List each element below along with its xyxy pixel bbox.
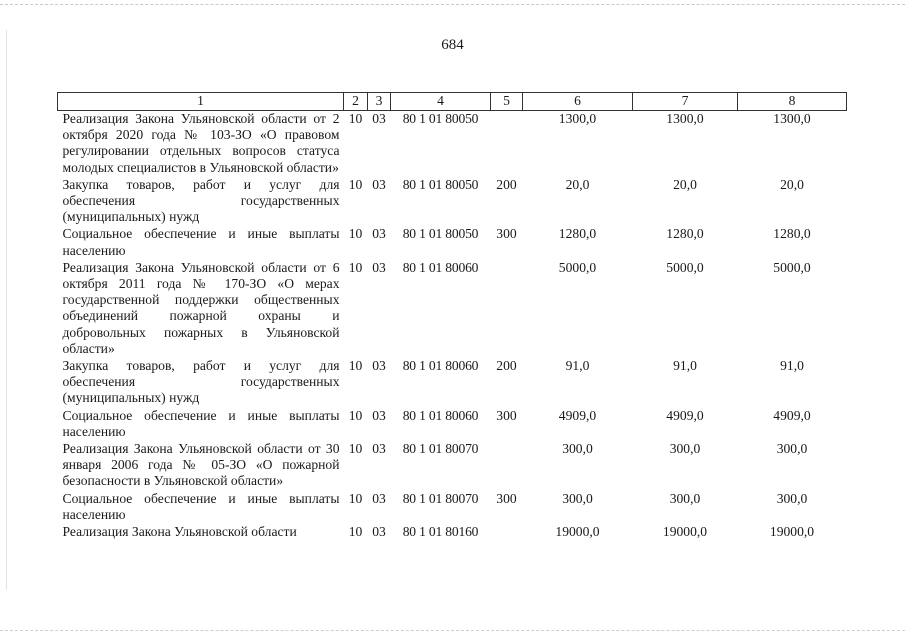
subsection-cell: 03	[372, 358, 386, 374]
section-cell: 10	[348, 490, 363, 506]
amount-col6-cell: 20,0	[565, 176, 590, 192]
table-row	[58, 441, 847, 491]
table-row	[58, 260, 847, 358]
row-name-cell: Закупка товаров, работ и услуг для обеспечения государственных (муниципальных) нужд	[62, 358, 340, 406]
amount-col8-cell: 1300,0	[773, 111, 811, 126]
amount-col7-cell: 1300,0	[666, 111, 704, 126]
header-cell-5: 5	[491, 93, 523, 111]
table-header	[58, 93, 847, 111]
table-row	[58, 491, 847, 524]
section-cell: 10	[348, 259, 363, 275]
amount-col7-cell: 300,0	[669, 441, 701, 457]
row-name-cell: Социальное обеспечение и иные выплаты населению	[62, 226, 340, 258]
table-row	[58, 177, 847, 227]
amount-col6-cell: 19000,0	[555, 524, 600, 540]
target-article-cell: 80 1 01 80070	[402, 490, 479, 506]
table-row	[58, 408, 847, 441]
amount-col7-cell: 91,0	[673, 358, 697, 374]
expense-type-cell	[491, 260, 523, 358]
amount-col6-cell: 1300,0	[558, 111, 597, 126]
amount-col6-cell: 5000,0	[558, 259, 597, 275]
header-cell-2: 2	[344, 93, 368, 111]
header-cell-4: 4	[391, 93, 491, 111]
amount-col8-cell: 1280,0	[773, 226, 811, 242]
table-row	[58, 524, 847, 541]
subsection-cell: 03	[372, 226, 386, 242]
subsection-cell: 03	[372, 111, 386, 126]
expense-type-cell	[491, 111, 523, 177]
amount-col8-cell: 300,0	[776, 441, 808, 457]
amount-col8-cell: 5000,0	[773, 259, 811, 275]
target-article-cell: 80 1 01 80050	[402, 176, 479, 192]
target-article-cell: 80 1 01 80050	[402, 111, 479, 126]
subsection-cell: 03	[372, 524, 386, 540]
section-cell: 10	[348, 524, 363, 540]
expense-type-cell: 300	[496, 490, 517, 506]
section-cell: 10	[348, 176, 363, 192]
table-body	[58, 111, 847, 542]
expense-type-cell: 300	[496, 407, 517, 423]
target-article-cell: 80 1 01 80060	[402, 259, 479, 275]
section-cell: 10	[348, 226, 363, 242]
header-cell-3: 3	[368, 93, 391, 111]
table-row	[58, 111, 847, 177]
page-number: 684	[441, 37, 464, 53]
row-name-cell: Реализация Закона Ульяновской области от 30 января 2006 года № 05-ЗО «О пожарной безопасности в Ульяновской области»	[62, 441, 340, 489]
amount-col7-cell: 5000,0	[666, 259, 704, 275]
subsection-cell: 03	[372, 407, 386, 423]
header-row	[58, 93, 847, 111]
amount-col7-cell: 4909,0	[666, 407, 704, 423]
amount-col8-cell: 4909,0	[773, 407, 811, 423]
expense-type-cell: 200	[496, 358, 517, 374]
scan-edge-bottom	[0, 630, 905, 631]
table-row	[58, 226, 847, 259]
header-cell-6: 6	[523, 93, 633, 111]
row-name-cell: Социальное обеспечение и иные выплаты населению	[62, 490, 340, 522]
header-cell-1: 1	[58, 93, 344, 111]
row-name-cell: Социальное обеспечение и иные выплаты населению	[62, 407, 340, 439]
budget-table	[57, 92, 847, 541]
row-name-cell: Реализация Закона Ульяновской области	[62, 524, 297, 540]
amount-col6-cell: 300,0	[562, 490, 593, 506]
scan-edge-left	[6, 30, 7, 590]
section-cell: 10	[348, 441, 363, 457]
amount-col7-cell: 300,0	[669, 490, 701, 506]
target-article-cell: 80 1 01 80070	[402, 441, 479, 457]
amount-col7-cell: 19000,0	[662, 524, 708, 540]
amount-col8-cell: 20,0	[780, 176, 804, 192]
amount-col8-cell: 91,0	[780, 358, 804, 374]
amount-col7-cell: 20,0	[673, 176, 697, 192]
section-cell: 10	[348, 111, 363, 126]
expense-type-cell	[491, 441, 523, 491]
row-name-cell: Реализация Закона Ульяновской области от 2 октября 2020 года № 103-ЗО «О правовом регулировании отдельных вопросов статуса молодых специалистов в Ульяновской области»	[62, 111, 340, 175]
amount-col6-cell: 91,0	[565, 358, 590, 374]
header-cell-7: 7	[633, 93, 738, 111]
target-article-cell: 80 1 01 80050	[402, 226, 479, 242]
subsection-cell: 03	[372, 490, 386, 506]
table-row	[58, 358, 847, 408]
row-name-cell: Закупка товаров, работ и услуг для обеспечения государственных (муниципальных) нужд	[62, 176, 340, 225]
expense-type-cell	[491, 524, 523, 541]
amount-col6-cell: 1280,0	[558, 226, 597, 242]
target-article-cell: 80 1 01 80060	[402, 358, 479, 374]
section-cell: 10	[348, 407, 363, 423]
amount-col8-cell: 19000,0	[769, 524, 815, 540]
expense-type-cell: 300	[496, 226, 517, 242]
target-article-cell: 80 1 01 80160	[402, 524, 479, 540]
subsection-cell: 03	[372, 259, 386, 275]
amount-col7-cell: 1280,0	[666, 226, 704, 242]
header-cell-8: 8	[738, 93, 847, 111]
amount-col6-cell: 300,0	[562, 441, 593, 457]
row-name-cell: Реализация Закона Ульяновской области от 6 октября 2011 года № 170-ЗО «О мерах государственной поддержки общественных объединений пожарной охраны и добровольных пожарных в Ульяновской области»	[62, 259, 340, 356]
section-cell: 10	[348, 358, 363, 374]
expense-type-cell: 200	[496, 176, 517, 192]
scan-edge-top	[0, 4, 905, 5]
subsection-cell: 03	[372, 441, 386, 457]
target-article-cell: 80 1 01 80060	[402, 407, 479, 423]
amount-col6-cell: 4909,0	[558, 407, 597, 423]
subsection-cell: 03	[372, 176, 386, 192]
amount-col8-cell: 300,0	[776, 490, 808, 506]
